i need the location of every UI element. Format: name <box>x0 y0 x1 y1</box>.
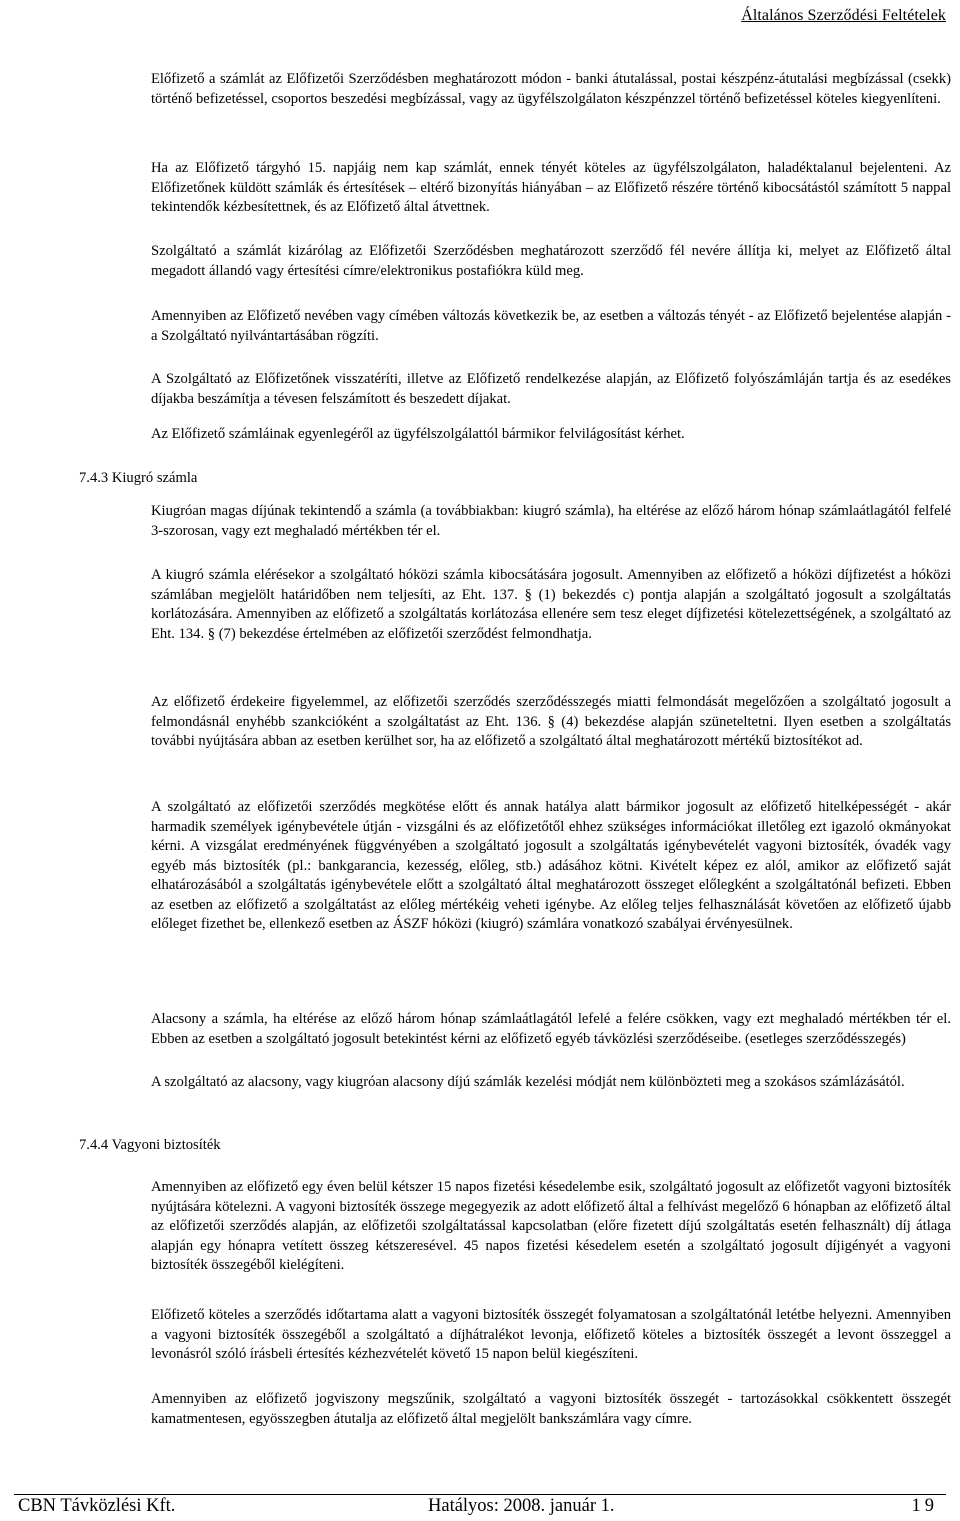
paragraph-deposit-maintenance: Előfizető köteles a szerződés időtartama alatt a vagyoni biztosíték összegét folyamatosan a szolgáltatónál letétbe helyezni. Amennyiben a vagyoni biztosíték összegéből a szolgáltató a díjhátralékot levonja, előfizető köteles a biztosíték összegét a levont összeggel a levonásról szóló írásbeli értesítés kézhezvételét követő 15 napon belül kiegészíteni. <box>151 1307 951 1362</box>
paragraph-service-suspension: Az előfizető érdekeire figyelemmel, az előfizetői szerződés szerződésszegés miatti felmondását megelőzően a szolgáltató jogosult a felmondásnál enyhébb szankcióként a szolgáltatást az Eht. 136. § (4) bekezdése alapján szüneteltetni. Ilyen esetben a szolgáltatás további nyújtására abban az esetben kerülhet sor, ha az előfizető a szolgáltató által meghatározott mértékű biztosítékot ad. <box>151 694 951 749</box>
paragraph-missing-invoice: Ha az Előfizető tárgyhó 15. napjáig nem kap számlát, ennek tényét köteles az ügyfélszolgálaton, haladéktalanul bejelenteni. Az Előfizetőnek küldött számlák és értesítések – eltérő bizonyítás hiányában – az Előfizető részére történő kibocsátástól számított 5 nappal tekintendők kézbesítettnek, és az Előfizető által átvettnek. <box>151 160 951 215</box>
paragraph-invoice-addressee: Szolgáltató a számlát kizárólag az Előfizetői Szerződésben meghatározott szerződő fél nevére állítja ki, melyet az Előfizető által megadott állandó vagy értesítési címre/elektronikus postafiókra küld meg. <box>151 243 951 279</box>
paragraph-interim-invoice: A kiugró számla elérésekor a szolgáltató hóközi számla kibocsátására jogosult. Amennyiben az előfizető a hóközi díjfizetést a hóközi számlában megjelölt határidőben nem teljesíti, az Eht. 137. § (1) bekezdés c) pontja alapján a szolgáltató jogosult a szolgáltatás korlátozására. Amennyiben az előfizető a szolgáltatás korlátozása ellenére sem tesz eleget díjfizetési kötelezettségének, a szolgáltató az Eht. 134. § (7) bekezdése értelmében az előfizetői szerződést felmondhatja. <box>151 567 951 642</box>
footer-effective-date: Hatályos: 2008. január 1. <box>428 1496 615 1516</box>
paragraph-creditworthiness: A szolgáltató az előfizetői szerződés megkötése előtt és annak hatálya alatt bármikor jogosult az előfizető hitelképességét - akár harmadik személyek igénybevétele útján - vizsgálni és az előfizetőtől ehhez szükséges információkat illetőleg ezt igazoló okmányokat kérni. A vizsgálat eredményének függvényében a szolgáltató jogosult a szolgáltatás igénybevételét vagyoni biztosíték, óvadék vagy egyéb más biztosíték (pl.: bankgarancia, kezesség, előleg, stb.) adásához kötni. Kivételt képez ez alól, amikor az előfizető saját elhatározásából a szolgáltatás igénybevétele előtt a szolgáltató által meghatározott összeget előlegként a szolgáltatónál befizeti. Ebben az esetben az előfizető a szolgáltatást az előleg mértékéig veheti igénybe. Az előleg teljes felhasználását követően az előfizető újabb előleget fizethet be, ellenkező esetben az ÁSZF hóközi (kiugró) számlára vonatkozó szabályai érvényesülnek. <box>151 799 951 932</box>
footer-company-name: CBN Távközlési Kft. <box>18 1496 176 1516</box>
paragraph-payment-methods: Előfizető a számlát az Előfizetői Szerződésben meghatározott módon - banki átutalással, postai készpénz-átutalási megbízással (csekk) történő befizetéssel, csoportos beszedési megbízással, vagy az ügyfélszolgálaton készpénzzel történő befizetéssel köteles kiegyenlíteni. <box>151 71 951 107</box>
paragraph-low-bill: Alacsony a számla, ha eltérése az előző három hónap számlaátlagától lefelé a felére csökken, vagy ezt meghaladó mértékben tér el. Ebben az esetben a szolgáltató jogosult betekintést kérni az előfizető egyéb távközlési szerződéseibe. (esetleges szerződésszegés) <box>151 1011 951 1047</box>
paragraph-low-bill-handling: A szolgáltató az alacsony, vagy kiugróan alacsony díjú számlák kezelési módját nem különbözteti meg a szokásos számlázásától. <box>151 1074 905 1090</box>
paragraph-deposit-obligation: Amennyiben az előfizető egy éven belül kétszer 15 napos fizetési késedelembe esik, szolgáltató jogosult az előfizetőt vagyoni biztosíték nyújtására kötelezni. A vagyoni biztosíték összege megegyezik az adott előfizető által a felhívást megelőző 6 hónapban az előfizető által az előfizetői szerződés alapján, az előfizetői szolgáltatással kapcsolatban (előre fizetett díjú szolgáltatás esetén felhasznált) díj átlaga alapján egy hónapra vetített összeg kétszeresével. 45 napos fizetési késedelem esetén a szolgáltató jogosult díjigényét a vagyoni biztosíték összegéből kielégíteni. <box>151 1179 951 1273</box>
paragraph-excessive-bill-definition: Kiugróan magas díjúnak tekintendő a számla (a továbbiakban: kiugró számla), ha eltérése az előző három hónap számlaátlagától felfelé 3-szorosan, vagy ezt meghaladó mértékben tér el. <box>151 503 951 539</box>
paragraph-balance-inquiry: Az Előfizető számláinak egyenlegéről az ügyfélszolgálattól bármikor felvilágosítást kérhet. <box>151 426 685 442</box>
paragraph-address-change: Amennyiben az Előfizető nevében vagy címében változás következik be, az esetben a változás tényét - az Előfizető bejelentése alapján - a Szolgáltató nyilvántartásában rögzíti. <box>151 308 951 344</box>
paragraph-deposit-refund: Amennyiben az előfizető jogviszony megszűnik, szolgáltató a vagyoni biztosíték összegét - tartozásokkal csökkentett összegét kamatmentesen, egyösszegben átutalja az előfizető által megjelölt bankszámlára vagy címre. <box>151 1391 951 1427</box>
paragraph-refund: A Szolgáltató az Előfizetőnek visszatéríti, illetve az Előfizető rendelkezése alapján, az Előfizető folyószámláján tartja és az esedékes díjakba beszámítja a tévesen felszámított és beszedett díjakat. <box>151 371 951 407</box>
section-heading-vagyoni-biztositek: 7.4.4 Vagyoni biztosíték <box>79 1137 221 1153</box>
document-header-title: Általános Szerződési Feltételek <box>741 7 946 24</box>
footer-page-number: 19 <box>911 1496 938 1516</box>
section-heading-kiugro-szamla: 7.4.3 Kiugró számla <box>79 470 198 486</box>
